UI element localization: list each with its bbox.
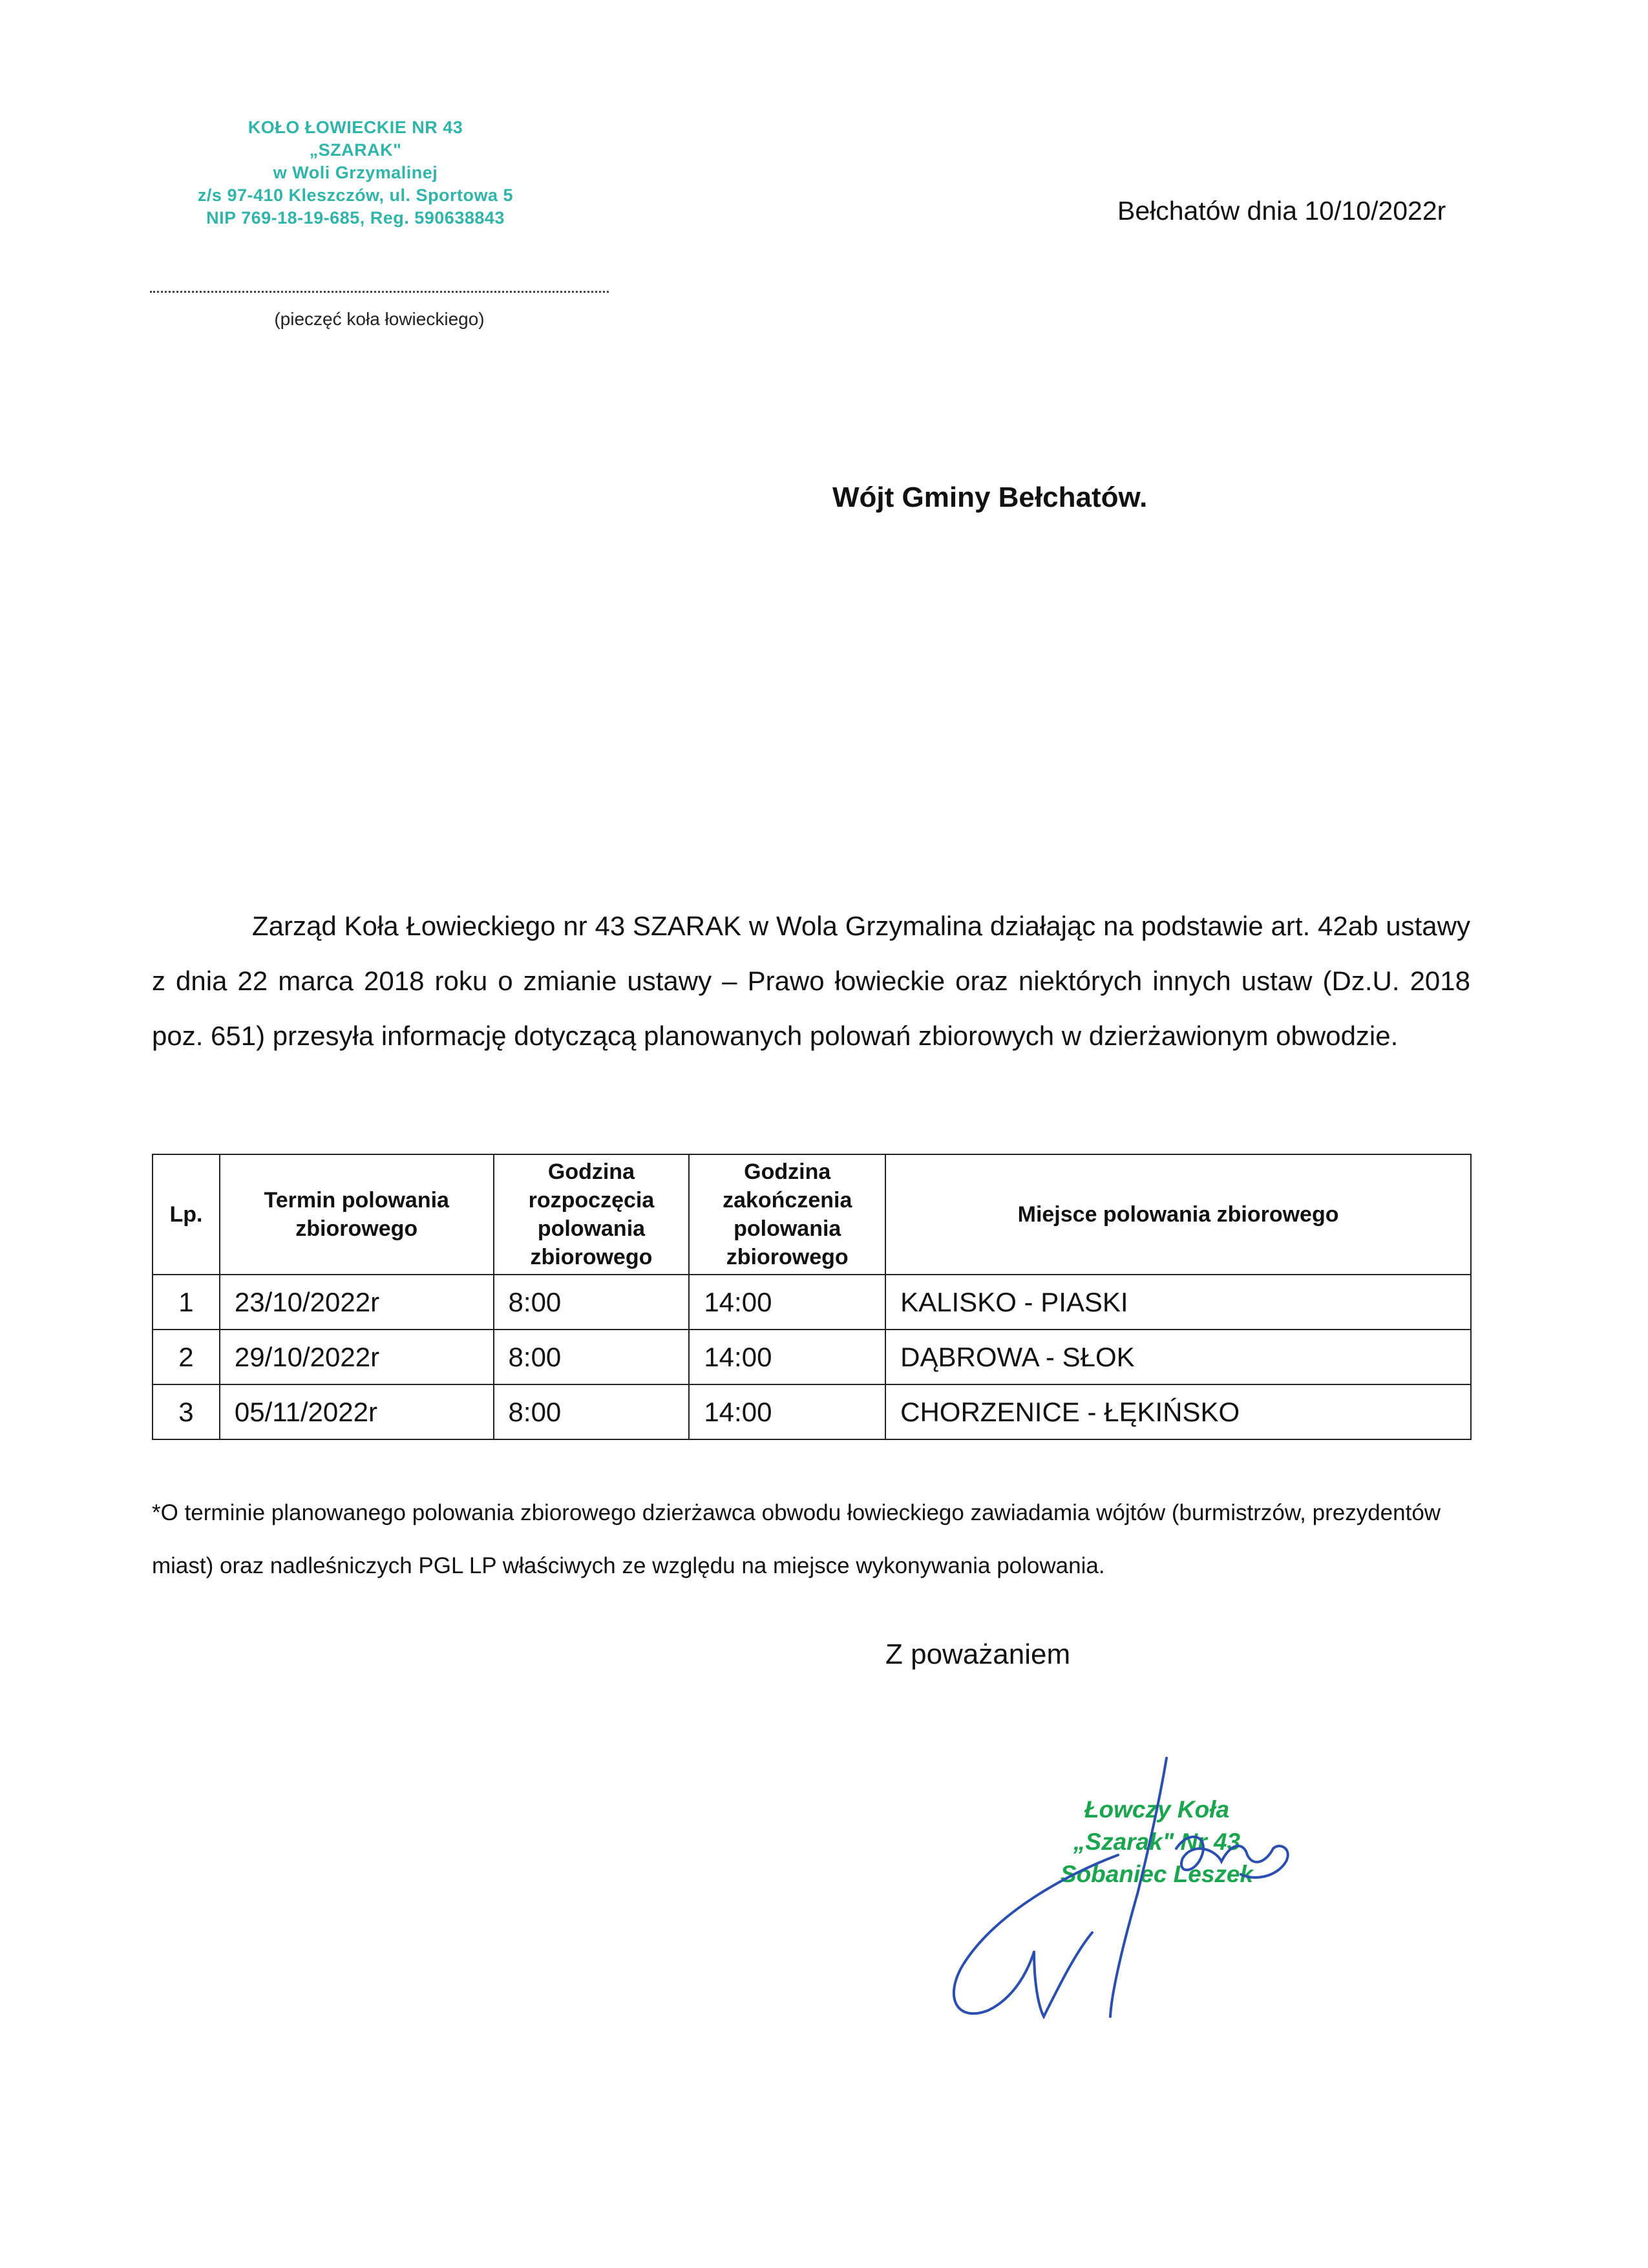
hunting-schedule-table: [152, 1154, 1472, 1440]
cell-start: 8:00: [494, 1275, 690, 1330]
cell-start: 8:00: [494, 1384, 690, 1439]
header-termin: Termin polowania zbiorowego: [220, 1154, 494, 1275]
body-paragraph: [152, 898, 1470, 1063]
cell-end: 14:00: [689, 1330, 885, 1384]
body-paragraph-text: Zarząd Koła Łowieckiego nr 43 SZARAK w Wola Grzymalina działając na podstawie art. 42ab ustawy z dnia 22 marca 2018 roku o zmianie ustawy – Prawo łowieckie oraz niektórych innych ustaw (Dz.U. 2018 poz. 651) przesyła informację dotyczącą planowanych polowań zbiorowych w dzierżawionym obwodzie.: [152, 911, 1470, 1051]
closing-salutation: Z poważaniem: [885, 1638, 1071, 1670]
cell-start: 8:00: [494, 1330, 690, 1384]
table-row: [153, 1275, 1471, 1330]
addressee: Wójt Gminy Bełchatów.: [832, 482, 1148, 513]
stamp-caption: (pieczęć koła łowieckiego): [274, 309, 485, 329]
signature-stamp-club: „Szarak" Nr 43: [1073, 1828, 1241, 1855]
cell-termin: 29/10/2022r: [220, 1330, 494, 1384]
stamp-line-nip: NIP 769-18-19-685, Reg. 590638843: [206, 208, 505, 228]
cell-termin: 23/10/2022r: [220, 1275, 494, 1330]
table-row: [153, 1330, 1471, 1384]
cell-place: CHORZENICE - ŁĘKIŃSKO: [885, 1384, 1471, 1439]
header-place: Miejsce polowania zbiorowego: [885, 1154, 1471, 1275]
signature-stamp-title: Łowczy Koła: [1084, 1796, 1230, 1823]
stamp-dotted-line: [150, 291, 609, 293]
cell-lp: 1: [153, 1275, 220, 1330]
table-header-row: [153, 1154, 1471, 1275]
organization-stamp: [129, 116, 582, 229]
header-start: Godzina rozpoczęcia polowania zbiorowego: [494, 1154, 690, 1275]
cell-lp: 2: [153, 1330, 220, 1384]
stamp-line-name: KOŁO ŁOWIECKIE NR 43: [248, 118, 463, 137]
cell-place: DĄBROWA - SŁOK: [885, 1330, 1471, 1384]
signature-stamp-name: Sobaniec Leszek: [1060, 1861, 1254, 1887]
cell-termin: 05/11/2022r: [220, 1384, 494, 1439]
header-lp: Lp.: [153, 1154, 220, 1275]
cell-end: 14:00: [689, 1275, 885, 1330]
footnote: *O terminie planowanego polowania zbiorowego dzierżawca obwodu łowieckiego zawiadamia wójtów (burmistrzów, prezydentów miast) oraz nadleśniczych PGL LP właściwych ze względu na miejsce wykonywania polowania.: [152, 1500, 1441, 1578]
document-date: Bełchatów dnia 10/10/2022r: [1117, 196, 1446, 226]
stamp-line-quoted-name: „SZARAK": [309, 140, 402, 160]
cell-lp: 3: [153, 1384, 220, 1439]
header-end: Godzina zakończenia polowania zbiorowego: [689, 1154, 885, 1275]
stamp-line-location: w Woli Grzymalinej: [273, 163, 438, 182]
stamp-line-address: z/s 97-410 Kleszczów, ul. Sportowa 5: [197, 185, 514, 205]
cell-place: KALISKO - PIASKI: [885, 1275, 1471, 1330]
handwritten-signature: [905, 1745, 1305, 2042]
table-row: [153, 1384, 1471, 1439]
cell-end: 14:00: [689, 1384, 885, 1439]
